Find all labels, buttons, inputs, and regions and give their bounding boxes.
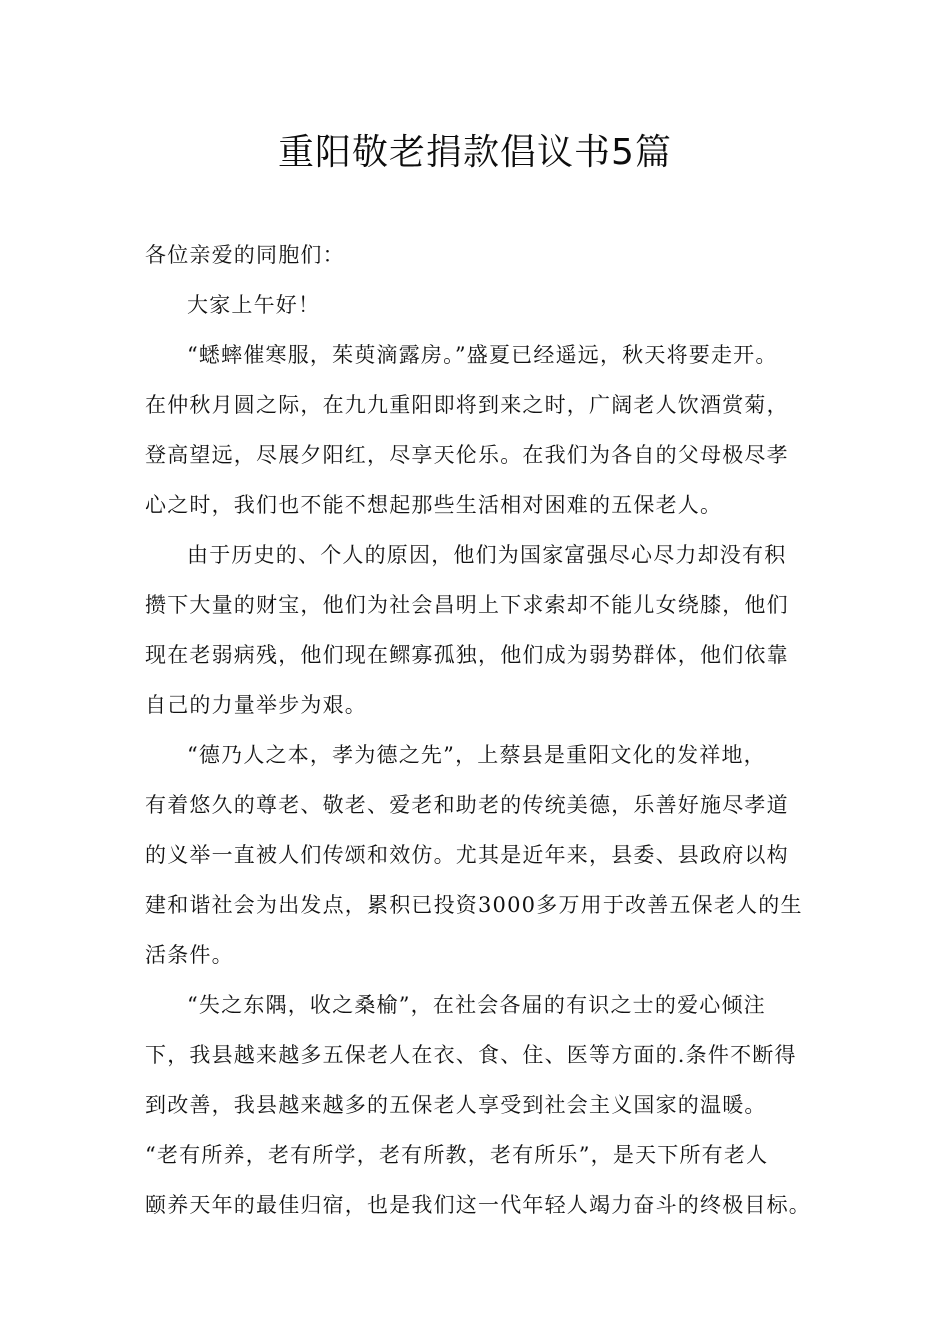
document-title: 重阳敬老捐款倡议书5篇 — [278, 132, 672, 173]
paragraph-3-line-5: 活条件。 — [145, 943, 234, 967]
paragraph-4-line-3: 到改善，我县越来越多的五保老人享受到社会主义国家的温暖。 — [145, 1093, 767, 1117]
paragraph-4-line-5: 颐养天年的最佳归宿，也是我们这一代年轻人竭力奋斗的终极目标。 — [145, 1193, 811, 1217]
paragraph-2-line-2: 攒下大量的财宝，他们为社会昌明上下求索却不能儿女绕膝，他们 — [145, 593, 789, 617]
paragraph-4-line-2: 下，我县越来越多五保老人在衣、食、住、医等方面的.条件不断得 — [145, 1043, 797, 1067]
paragraph-3-line-4: 建和谐社会为出发点，累积已投资3000多万用于改善五保老人的生 — [145, 893, 803, 917]
paragraph-1-line-2: 在仲秋月圆之际，在九九重阳即将到来之时，广阔老人饮酒赏菊， — [145, 393, 789, 417]
paragraph-1-line-1: “蟋蟀催寒服，茱萸滴露房。”盛夏已经遥远，秋天将要走开。 — [187, 343, 778, 367]
paragraph-1-line-4: 心之时，我们也不能不想起那些生活相对困难的五保老人。 — [145, 493, 723, 517]
paragraph-1-line-3: 登高望远，尽展夕阳红，尽享天伦乐。在我们为各自的父母极尽孝 — [145, 443, 789, 467]
greeting-line: 大家上午好！ — [187, 293, 321, 317]
paragraph-4-line-4: “老有所养，老有所学，老有所教，老有所乐”，是天下所有老人 — [145, 1143, 769, 1167]
paragraph-2-line-1: 由于历史的、个人的原因，他们为国家富强尽心尽力却没有积 — [187, 543, 787, 567]
paragraph-2-line-4: 自己的力量举步为艰。 — [145, 693, 367, 717]
paragraph-3-line-1: “德乃人之本，孝为德之先”，上蔡县是重阳文化的发祥地， — [187, 743, 766, 767]
paragraph-4-line-1: “失之东隅，收之桑榆”，在社会各届的有识之士的爱心倾注 — [187, 993, 766, 1017]
salutation-line: 各位亲爱的同胞们： — [145, 243, 345, 267]
paragraph-3-line-3: 的义举一直被人们传颂和效仿。尤其是近年来，县委、县政府以构 — [145, 843, 789, 867]
paragraph-2-line-3: 现在老弱病残，他们现在鳏寡孤独，他们成为弱势群体，他们依靠 — [145, 643, 789, 667]
document-body — [145, 230, 825, 1230]
paragraph-3-line-2: 有着悠久的尊老、敬老、爱老和助老的传统美德，乐善好施尽孝道 — [145, 793, 789, 817]
